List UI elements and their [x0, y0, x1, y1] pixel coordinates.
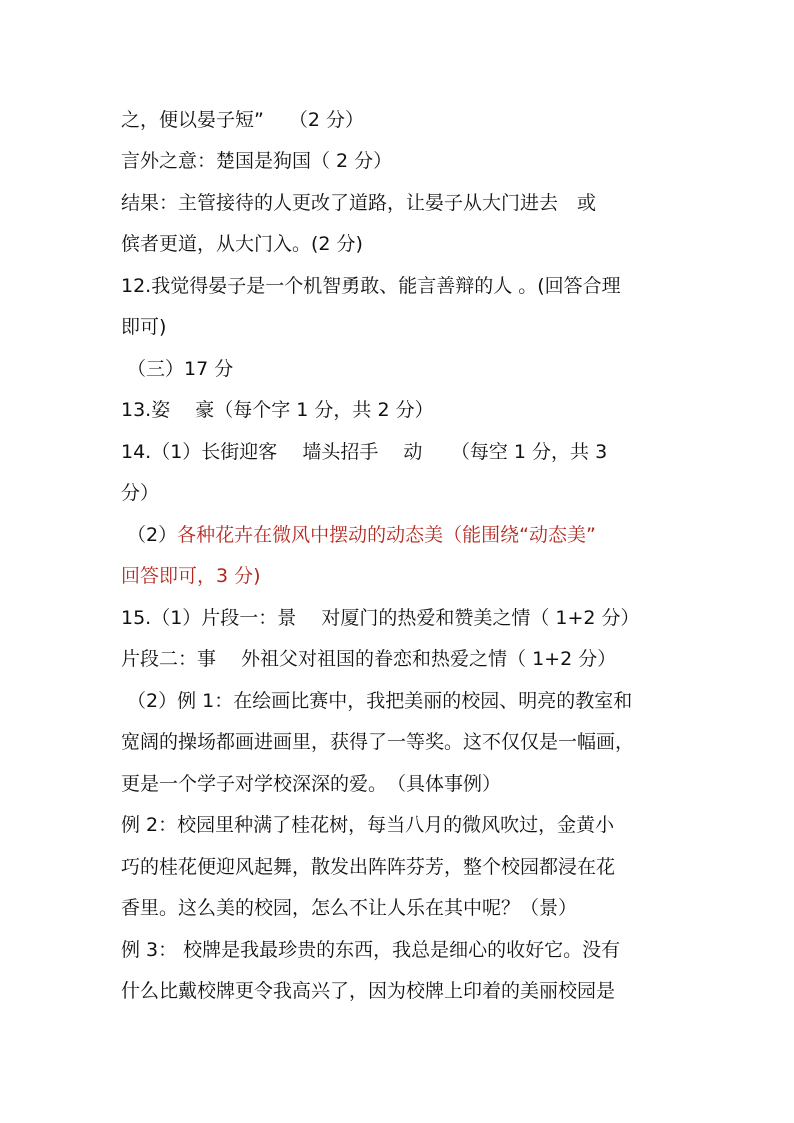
- line-text: 片段二：事 外祖父对祖国的眷恋和热爱之情（ 1+2 分）: [121, 648, 617, 670]
- line-text: 13.姿 豪（每个字 1 分，共 2 分）: [121, 399, 434, 421]
- answer-line-6: [121, 314, 681, 340]
- line-text: 即可): [121, 316, 167, 338]
- answer-line-17: [121, 771, 681, 797]
- line-text: 例 2：校园里种满了桂花树，每当八月的微风吹过，金黄小: [121, 814, 615, 836]
- answer-line-20: [121, 895, 681, 921]
- answer-line-2: [121, 148, 681, 174]
- line-text: 分）: [121, 482, 160, 504]
- answer-line-10: [121, 480, 681, 506]
- line-text: 香里。这么美的校园，怎么不让人乐在其中呢？（景）: [121, 897, 578, 919]
- line-text: （三）17 分: [121, 358, 234, 380]
- line-text: （2）例 1：在绘画比赛中，我把美丽的校园、明亮的教室和: [121, 690, 633, 712]
- answer-line-12: [121, 563, 681, 589]
- line-text: 言外之意：楚国是狗国（ 2 分）: [121, 150, 393, 172]
- answer-line-11: [121, 522, 681, 548]
- line-text: （2）: [121, 524, 178, 546]
- line-text: 什么比戴校牌更令我高兴了，因为校牌上印着的美丽校园是: [121, 980, 616, 1002]
- line-text: 15.（1）片段一：景 对厦门的热爱和赞美之情（ 1+2 分）: [121, 607, 640, 629]
- line-text: 傧者更道，从大门入。(2 分): [121, 233, 363, 255]
- answer-line-8: [121, 397, 681, 423]
- answer-line-5: [121, 273, 681, 299]
- line-text: 更是一个学子对学校深深的爱。 （具体事例）: [121, 773, 502, 795]
- line-text: 宽阔的操场都画进画里，获得了一等奖。这不仅仅是一幅画，: [121, 731, 635, 753]
- answer-line-21: [121, 937, 681, 963]
- line-text: 巧的桂花便迎风起舞，散发出阵阵芬芳，整个校园都浸在花: [121, 856, 616, 878]
- answer-line-1: [121, 107, 681, 133]
- answer-line-14: [121, 646, 681, 672]
- highlighted-answer: 各种花卉在微风中摆动的动态美（能围绕“动态美”: [177, 524, 596, 546]
- line-text: 结果：主管接待的人更改了道路，让晏子从大门进去 或: [121, 192, 597, 214]
- answer-line-3: [121, 190, 681, 216]
- answer-line-19: [121, 854, 681, 880]
- line-text: 例 3： 校牌是我最珍贵的东西，我总是细心的收好它。没有: [121, 939, 621, 961]
- highlighted-answer: 回答即可，3 分): [121, 565, 261, 587]
- section-heading: [121, 356, 681, 382]
- answer-line-9: [121, 439, 681, 465]
- answer-line-16: [121, 729, 681, 755]
- line-text: 12.我觉得晏子是一个机智勇敢、能言善辩的人 。(回答合理: [121, 275, 621, 297]
- line-text: 之，便以晏子短” （2 分）: [121, 109, 365, 131]
- answer-line-18: [121, 812, 681, 838]
- answer-line-4: [121, 231, 681, 257]
- line-text: 14.（1）长街迎客 墙头招手 动 （每空 1 分，共 3: [121, 441, 608, 463]
- answer-line-15: [121, 688, 681, 714]
- answer-line-22: [121, 978, 681, 1004]
- answer-line-13: [121, 605, 681, 631]
